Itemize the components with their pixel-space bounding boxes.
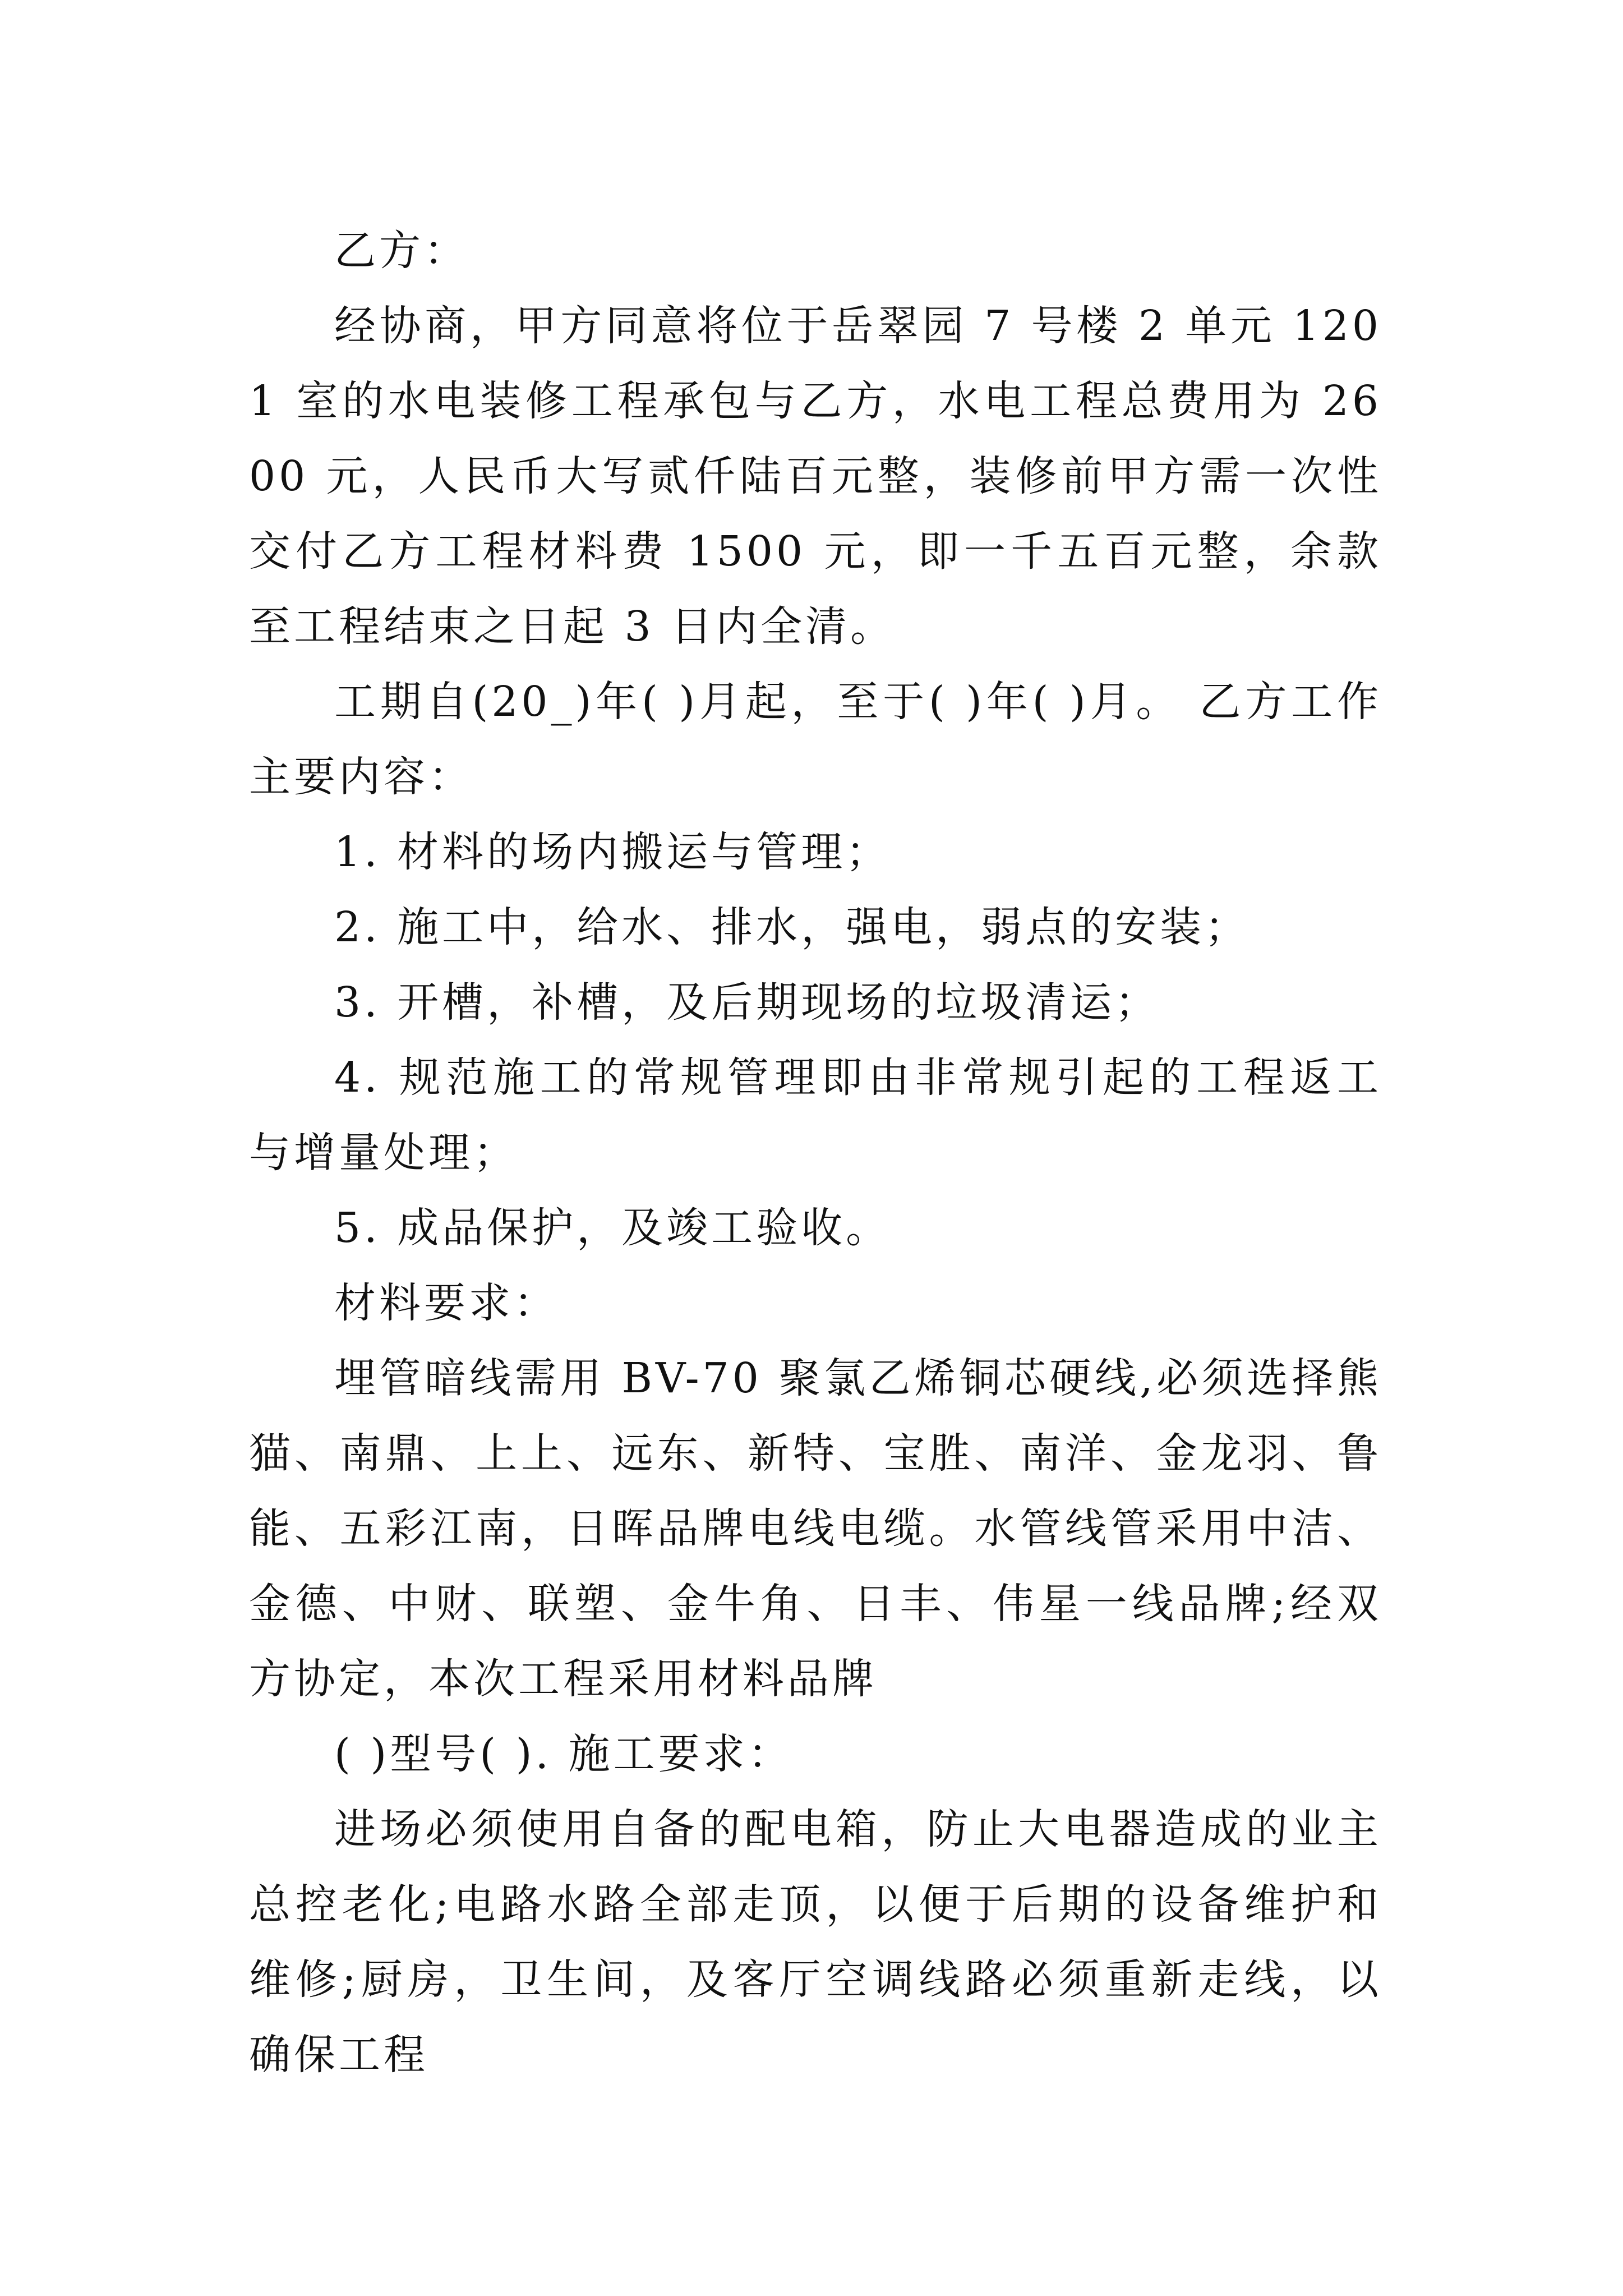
section-heading-materials: 材料要求： [334, 1279, 559, 1327]
paragraph-model-construction: ( )型号( ). 施工要求： [334, 1730, 793, 1778]
document-body [249, 213, 1382, 2092]
paragraph-construction-requirements: 进场必须使用自备的配电箱，防止大电器造成的业主总控老化;电路水路全部走顶，以便于后期的设备维护和维修;厨房，卫生间，及客厅空调线路必须重新走线，以确保工程 [249, 1805, 1382, 2079]
list-item-work-2: 2. 施工中，给水、排水，强电，弱点的安装； [334, 903, 1250, 951]
list-item-work-5: 5. 成品保护，及竣工验收。 [334, 1204, 891, 1252]
paragraph-material-brands: 埋管暗线需用 BV-70 聚氯乙烯铜芯硬线,必须选择熊猫、南鼎、上上、远东、新特、宝胜、南洋、金龙羽、鲁能、五彩江南，日晖品牌电线电缆。水管线管采用中洁、金德、中财、联塑、金牛角、日丰、伟星一线品牌;经双方协定，本次工程采用材料品牌 [249, 1354, 1382, 1703]
paragraph-party-b: 乙方： [334, 227, 469, 275]
paragraph-agreement-terms: 经协商，甲方同意将位于岳翠园 7 号楼 2 单元 1201 室的水电装修工程承包与乙方，水电工程总费用为 2600 元，人民币大写贰仟陆百元整，装修前甲方需一次性交付乙方工程材料费 1500 元，即一千五百元整，余款至工程结束之日起 3 日内全清。 [249, 302, 1382, 651]
list-item-work-3: 3. 开槽，补槽，及后期现场的垃圾清运； [334, 978, 1160, 1027]
list-item-work-1: 1. 材料的场内搬运与管理； [334, 828, 891, 876]
paragraph-schedule: 工期自(20_)年( )月起，至于( )年( )月。 乙方工作主要内容： [249, 678, 1382, 801]
list-item-work-4: 4. 规范施工的常规管理即由非常规引起的工程返工与增量处理； [249, 1053, 1382, 1177]
